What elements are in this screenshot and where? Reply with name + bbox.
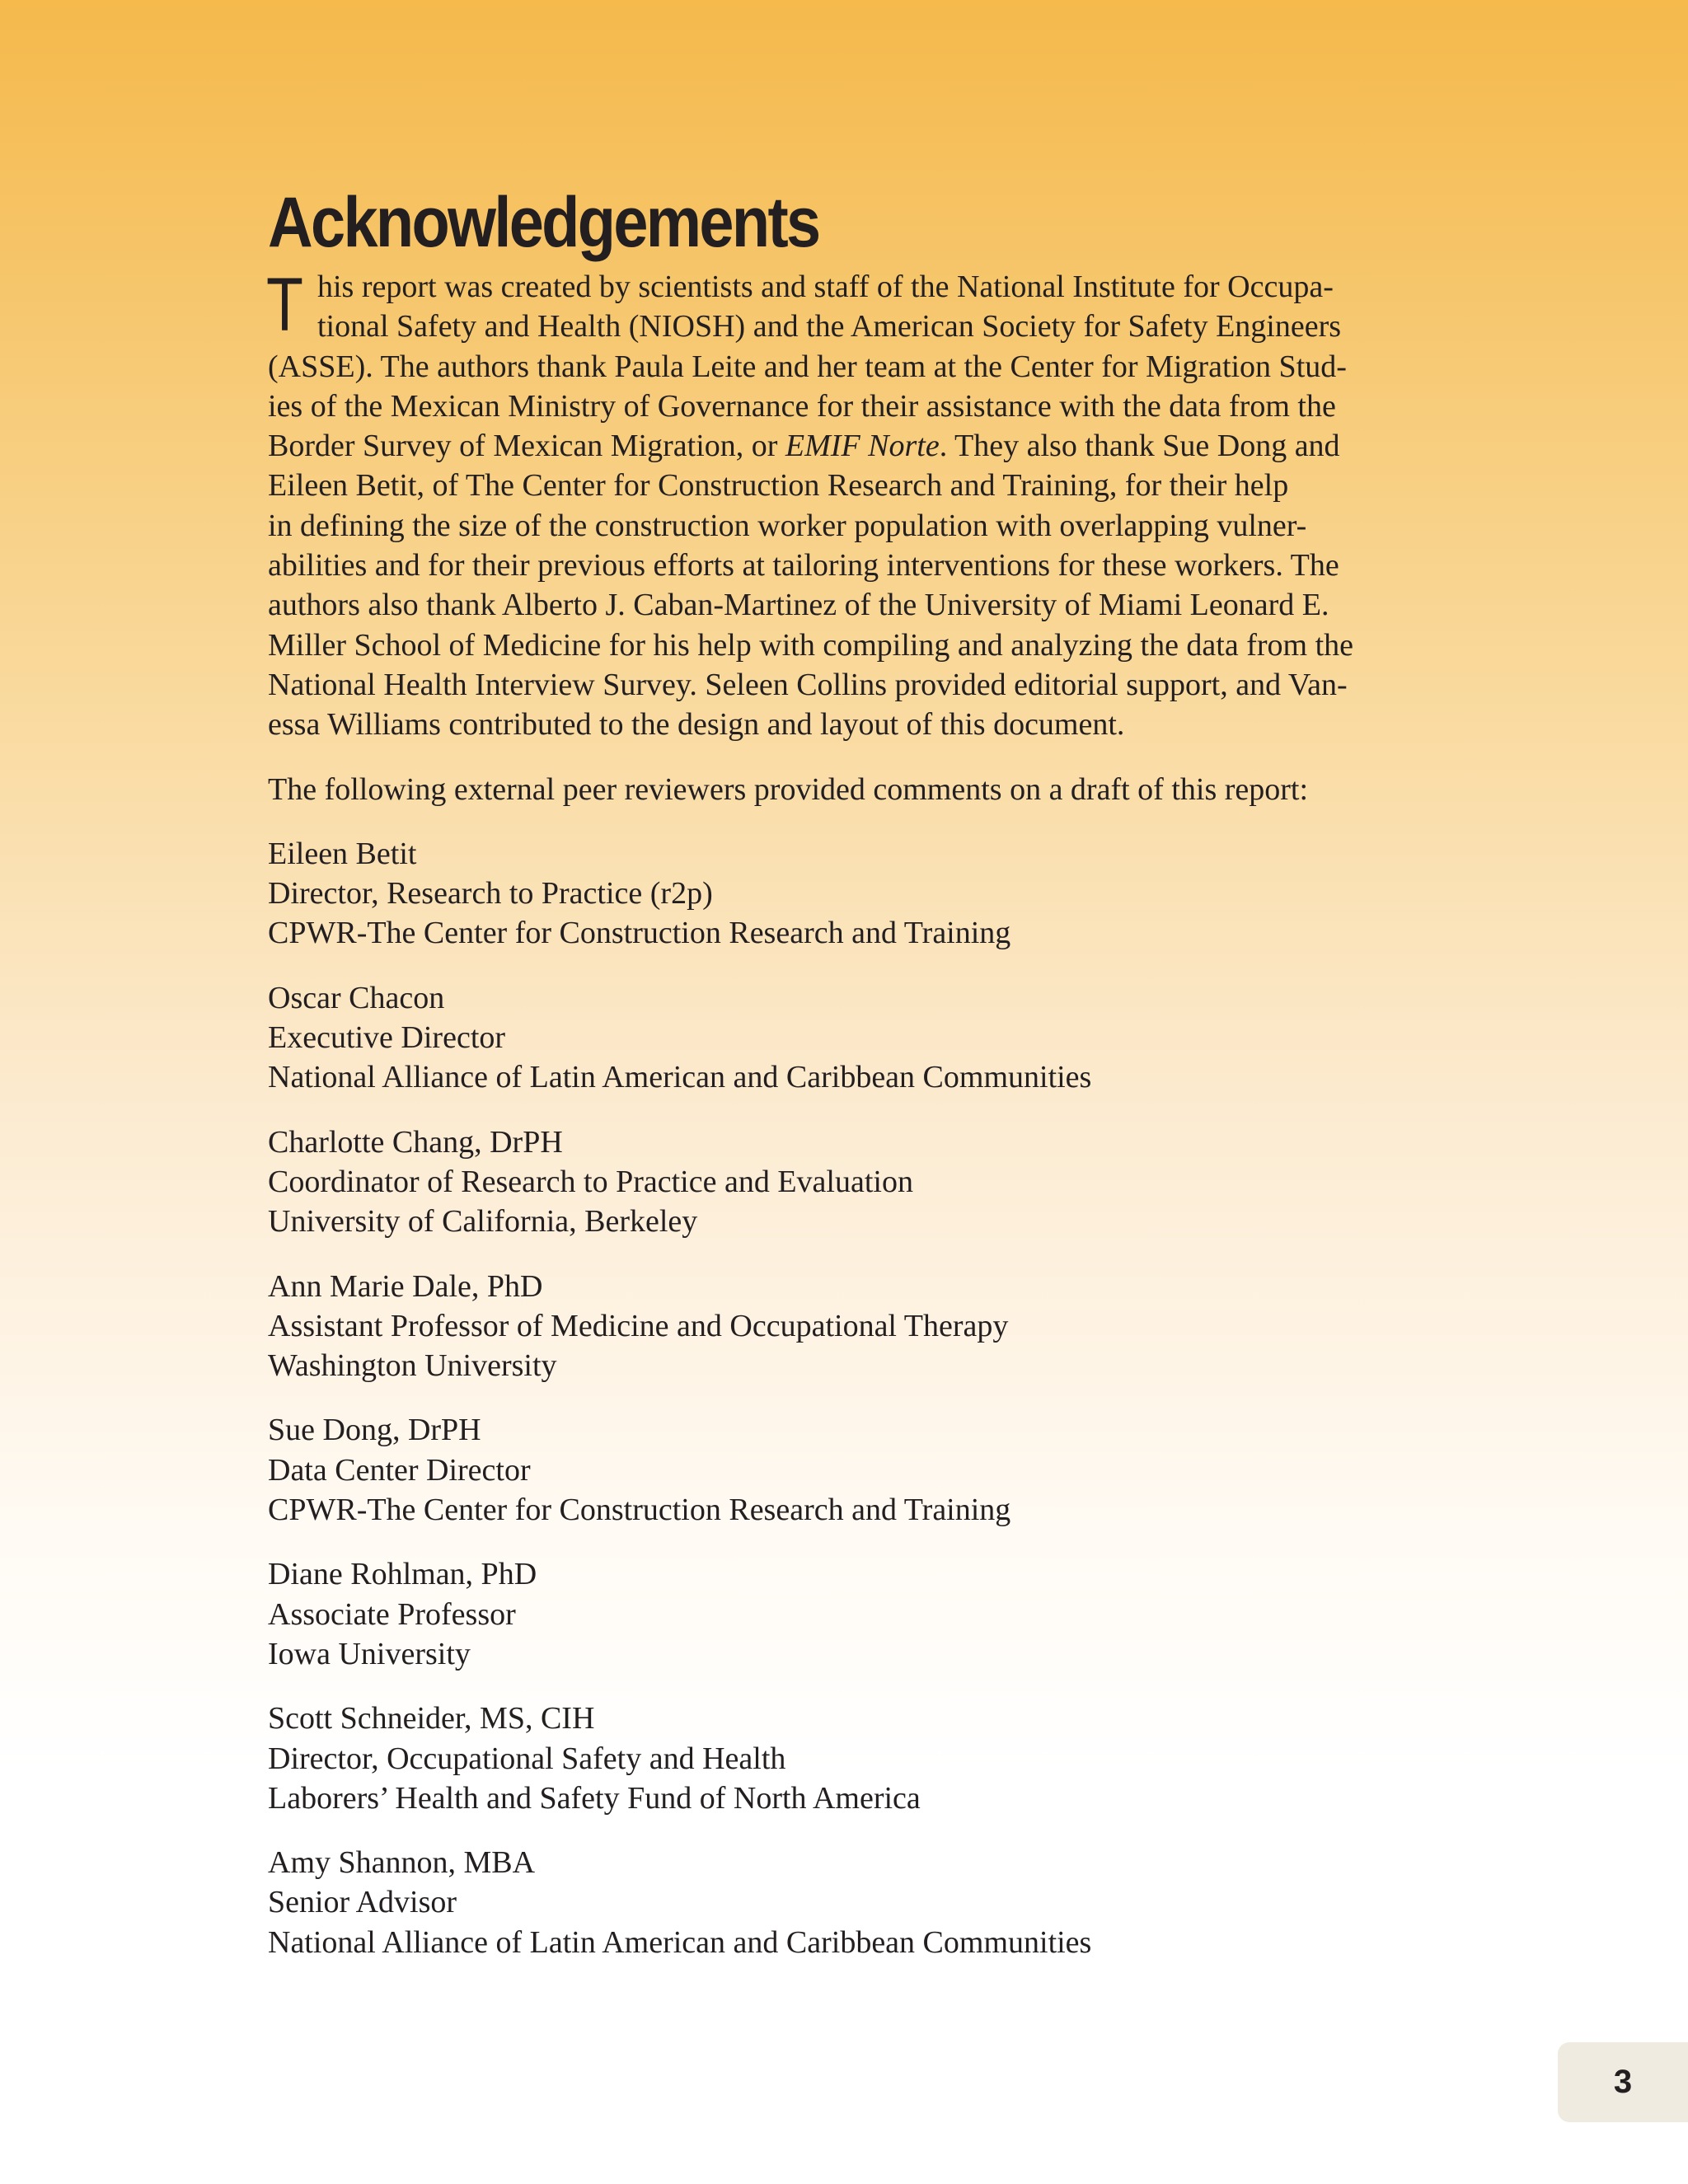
reviewer-title: Data Center Director bbox=[268, 1452, 531, 1488]
reviewer-name: Diane Rohlman, PhD bbox=[268, 1557, 537, 1592]
reviewer-name: Ann Marie Dale, PhD bbox=[268, 1268, 543, 1304]
intro-line-text: . They also thank Sue Dong and bbox=[939, 429, 1340, 464]
reviewer-organization: Iowa University bbox=[268, 1636, 471, 1671]
reviewer-name: Sue Dong, DrPH bbox=[268, 1413, 481, 1448]
intro-line: tional Safety and Health (NIOSH) and the American Society for Safety Engineers bbox=[317, 309, 1342, 344]
reviewer-name: Charlotte Chang, DrPH bbox=[268, 1124, 563, 1160]
intro-line: Miller School of Medicine for his help with compiling and analyzing the data from the bbox=[268, 627, 1354, 663]
intro-line-text: Border Survey of Mexican Migration, or bbox=[268, 429, 785, 464]
reviewer-entry bbox=[268, 1122, 1422, 1242]
reviewer-title: Coordinator of Research to Practice and Evaluation bbox=[268, 1164, 913, 1199]
reviewer-entry bbox=[268, 978, 1422, 1098]
intro-line: (ASSE). The authors thank Paula Leite and her team at the Center for Migration Stud- bbox=[268, 349, 1347, 384]
reviewer-entry bbox=[268, 1267, 1422, 1386]
reviewer-title: Director, Occupational Safety and Health bbox=[268, 1741, 786, 1776]
reviewer-entry bbox=[268, 1410, 1422, 1530]
reviewer-title: Executive Director bbox=[268, 1020, 506, 1056]
acknowledgements-page bbox=[268, 181, 1422, 1962]
reviewer-organization: CPWR-The Center for Construction Research and Training bbox=[268, 1493, 1011, 1528]
intro-line: National Health Interview Survey. Seleen Collins provided editorial support, and Van- bbox=[268, 667, 1348, 702]
reviewer-title: Associate Professor bbox=[268, 1596, 516, 1632]
reviewer-name: Scott Schneider, MS, CIH bbox=[268, 1701, 595, 1736]
intro-line: ies of the Mexican Ministry of Governance for their assistance with the data from the bbox=[268, 388, 1336, 424]
drop-cap: T bbox=[266, 263, 303, 347]
intro-paragraph bbox=[266, 263, 1414, 745]
intro-line: essa Williams contributed to the design and layout of this document. bbox=[268, 707, 1125, 743]
intro-line bbox=[268, 426, 1414, 466]
intro-line: Eileen Betit, of The Center for Construction Research and Training, for their help bbox=[268, 468, 1289, 504]
emif-norte-italic: EMIF Norte bbox=[785, 429, 940, 464]
reviewer-entry bbox=[268, 834, 1422, 954]
reviewer-name: Oscar Chacon bbox=[268, 980, 445, 1015]
intro-line: in defining the size of the construction worker population with overlapping vulner- bbox=[268, 508, 1307, 543]
reviewer-name: Amy Shannon, MBA bbox=[268, 1845, 536, 1881]
reviewer-organization: University of California, Berkeley bbox=[268, 1204, 698, 1240]
reviewer-organization: Washington University bbox=[268, 1348, 557, 1384]
reviewers-intro: The following external peer reviewers provided comments on a draft of this report: bbox=[268, 771, 1309, 807]
intro-line: authors also thank Alberto J. Caban-Martinez of the University of Miami Leonard E. bbox=[268, 588, 1329, 623]
reviewer-organization: National Alliance of Latin American and Caribbean Communities bbox=[268, 1060, 1092, 1095]
intro-line: his report was created by scientists and staff of the National Institute for Occupa- bbox=[317, 269, 1334, 304]
reviewer-organization: CPWR-The Center for Construction Research and Training bbox=[268, 916, 1011, 951]
reviewer-organization: Laborers’ Health and Safety Fund of North America bbox=[268, 1780, 921, 1816]
reviewer-title: Assistant Professor of Medicine and Occupational Therapy bbox=[268, 1308, 1009, 1343]
page-title: Acknowledgements bbox=[268, 183, 819, 262]
page-number: 3 bbox=[1613, 2064, 1633, 2100]
reviewer-organization: National Alliance of Latin American and Caribbean Communities bbox=[268, 1924, 1092, 1960]
reviewer-entry bbox=[268, 1699, 1422, 1818]
reviewer-entry bbox=[268, 1554, 1422, 1674]
reviewer-entry bbox=[268, 1843, 1422, 1962]
reviewer-title: Senior Advisor bbox=[268, 1885, 457, 1920]
page-number-tab bbox=[1558, 2042, 1688, 2122]
reviewer-title: Director, Research to Practice (r2p) bbox=[268, 876, 713, 912]
intro-line: abilities and for their previous efforts at tailoring interventions for these workers. The bbox=[268, 548, 1339, 583]
reviewer-name: Eileen Betit bbox=[268, 836, 417, 871]
